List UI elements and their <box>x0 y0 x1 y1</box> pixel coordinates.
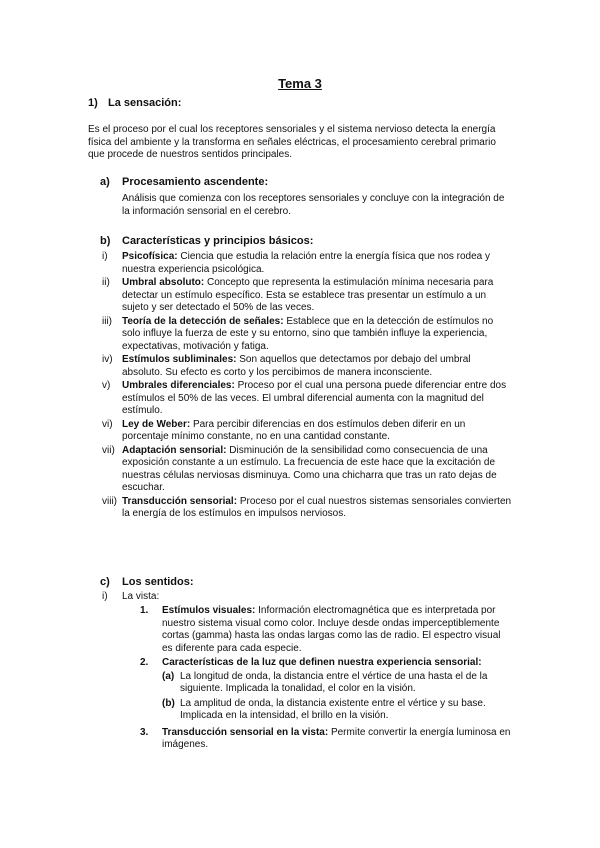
numbered-item <box>140 727 512 752</box>
list-item-text: Proceso por el cual nuestros sistemas sensoriales convierten la energía de los estímulos en impulsos nerviosos. <box>122 495 512 519</box>
list-item-number: vii) <box>102 444 115 456</box>
list-item <box>102 445 512 495</box>
numbered-item-number: 2. <box>140 657 149 668</box>
list-item-term: Adaptación sensorial: <box>122 444 227 456</box>
list-item-text: Para percibir diferencias en dos estímulos deben diferir en un porcentaje mínimo constante, no en una cantidad constante. <box>122 418 466 442</box>
numbered-item <box>140 605 512 655</box>
list-item-number: v) <box>102 380 111 391</box>
list-item <box>102 591 512 604</box>
list-item-term: Ley de Weber: <box>122 418 191 430</box>
subsection-heading-text: Características y principios básicos: <box>122 235 314 247</box>
list-item-text: Son aquellos que detectamos por debajo del umbral absoluto. Su efecto es corto y los percibimos de manera inconsciente. <box>122 354 471 378</box>
lettered-item <box>162 698 512 723</box>
list-item-text: La vista: <box>122 591 160 602</box>
list-item-term: Transducción sensorial: <box>122 495 238 507</box>
list-item-number: iii) <box>102 315 112 327</box>
list-item <box>102 380 512 418</box>
lettered-item-number: (b) <box>162 697 175 709</box>
list-item-term: Teoría de la detección de señales: <box>122 315 284 327</box>
list-item-number: iv) <box>102 354 113 365</box>
list-item-number: i) <box>102 591 108 602</box>
lettered-item-text: La longitud de onda, la distancia entre el vértice de una hasta el de la siguiente. Implicada la tonalidad, el color en la visión. <box>180 670 488 694</box>
subsection-heading-text: Los sentidos: <box>122 576 194 588</box>
lettered-item-number: (a) <box>162 670 175 682</box>
page-title: Tema 3 <box>278 76 322 91</box>
list-item <box>102 354 512 379</box>
subsection-number: c) <box>100 576 110 588</box>
vision-list <box>140 605 512 754</box>
subsection-paragraph-a: Análisis que comienza con los receptores sensoriales y concluye con la integración de la información sensorial en el cerebro. <box>122 193 505 217</box>
numbered-item-number: 1. <box>140 605 149 616</box>
numbered-item <box>140 657 512 725</box>
list-item <box>102 251 512 276</box>
list-item-term: Umbrales diferenciales: <box>122 380 235 391</box>
numbered-item-number: 3. <box>140 726 149 738</box>
list-item-number: i) <box>102 251 108 262</box>
list-item-text: Establece que en la detección de estímulos no solo influye la fuerza de este y su entorno, sino que también influye la experiencia, expectativas, motivación y fatiga. <box>122 315 494 352</box>
numbered-item-term: Transducción sensorial en la vista: <box>162 726 329 738</box>
numbered-item-text: Permite convertir la energía luminosa en imágenes. <box>162 726 511 750</box>
list-item-term: Psicofísica: <box>122 251 178 262</box>
section-heading <box>88 97 181 111</box>
senses-list <box>102 591 512 605</box>
section-number: 1) <box>88 97 98 109</box>
list-item <box>102 496 512 521</box>
numbered-item-term: Características de la luz que definen nuestra experiencia sensorial: <box>162 657 482 668</box>
numbered-item-text: Información electromagnética que es interpretada por nuestro sistema visual como color. Incluye desde ondas imperceptiblemente cortas (gamma) hasta las ondas largas como las de radio. El espectro visual es diferente para cada especie. <box>162 605 501 654</box>
subsection-number: b) <box>100 235 111 247</box>
principles-list <box>102 251 512 522</box>
list-item-text: Concepto que representa la estimulación mínima necesaria para detectar un estímulo específico. Esta se establece tras presentar un estímulo a un sujeto y ser detectado el 50% de las veces. <box>122 277 494 313</box>
list-item-number: vi) <box>102 418 113 430</box>
list-item <box>102 277 512 315</box>
intro-paragraph: Es el proceso por el cual los receptores sensoriales y el sistema nervioso detecta la energía física del ambiente y la transforma en señales eléctricas, el procesamiento cerebral primario que procede de nuestros sentidos principales. <box>88 124 496 160</box>
list-item-text: Proceso por el cual una persona puede diferenciar entre dos estímulos el 50% de las veces. El umbral diferencial aumenta con la magnitud del estímulo. <box>122 380 507 416</box>
subsection-heading-c <box>100 576 194 590</box>
list-item-number: ii) <box>102 277 110 288</box>
subsection-heading-a <box>100 176 268 190</box>
list-item-text: Disminución de la sensibilidad como consecuencia de una exposición constante a un estímulo. La frecuencia de este hace que la excitación de nuestras células nerviosas disminuya. Como una chicharra que tras un rato dejas de escuchar. <box>122 444 497 493</box>
list-item <box>102 316 512 354</box>
numbered-item-term: Estímulos visuales: <box>162 605 256 616</box>
lettered-item-text: La amplitud de onda, la distancia existente entre el vértice y su base. Implicada en la intensidad, el brillo en la visión. <box>180 697 486 721</box>
subsection-heading-b <box>100 235 313 249</box>
section-heading-text: La sensación: <box>108 97 182 109</box>
list-item-term: Umbral absoluto: <box>122 277 205 288</box>
list-item-number: viii) <box>102 495 117 507</box>
subsection-number: a) <box>100 176 110 188</box>
list-item <box>102 419 512 444</box>
subsection-heading-text: Procesamiento ascendente: <box>122 176 269 188</box>
list-item-term: Estímulos subliminales: <box>122 354 237 365</box>
list-item-text: Ciencia que estudia la relación entre la energía física que nos rodea y nuestra experiencia psicológica. <box>122 251 491 275</box>
lettered-item <box>162 671 512 696</box>
